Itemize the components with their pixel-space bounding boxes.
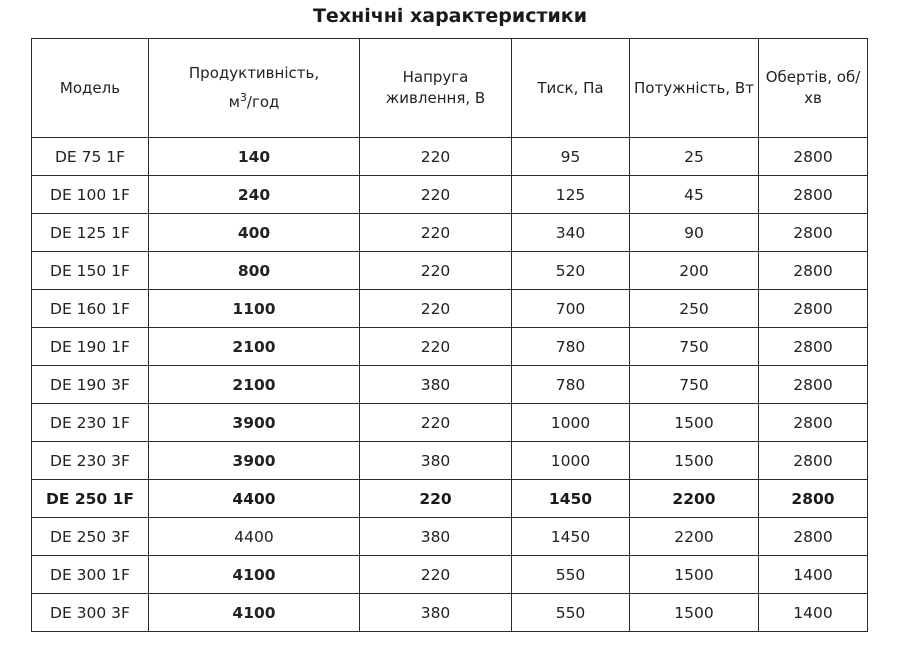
- model-link[interactable]: DE 230 1F: [32, 404, 149, 442]
- rpm-cell: 2800: [759, 214, 868, 252]
- header-model: Модель: [32, 39, 149, 138]
- pressure-cell: 1000: [512, 404, 630, 442]
- power-cell: 200: [630, 252, 759, 290]
- model-link[interactable]: DE 75 1F: [32, 138, 149, 176]
- voltage-cell: 380: [360, 518, 512, 556]
- model-link[interactable]: DE 100 1F: [32, 176, 149, 214]
- table-header-row: [32, 39, 868, 138]
- power-cell: 250: [630, 290, 759, 328]
- capacity-cell: 3900: [149, 442, 360, 480]
- capacity-cell: 3900: [149, 404, 360, 442]
- capacity-cell: 2100: [149, 366, 360, 404]
- rpm-cell: 1400: [759, 556, 868, 594]
- table-row: [32, 214, 868, 252]
- rpm-cell: 2800: [759, 480, 868, 518]
- header-power: Потужність, Вт: [630, 39, 759, 138]
- voltage-cell: 380: [360, 442, 512, 480]
- model-link[interactable]: DE 125 1F: [32, 214, 149, 252]
- capacity-cell: 140: [149, 138, 360, 176]
- pressure-cell: 700: [512, 290, 630, 328]
- table-row: [32, 556, 868, 594]
- page-title: Технічні характеристики: [312, 5, 588, 27]
- rpm-cell: 2800: [759, 328, 868, 366]
- header-pressure: Тиск, Па: [512, 39, 630, 138]
- capacity-cell: 400: [149, 214, 360, 252]
- power-cell: 25: [630, 138, 759, 176]
- power-cell: 1500: [630, 594, 759, 632]
- voltage-cell: 220: [360, 176, 512, 214]
- header-capacity: [149, 39, 360, 138]
- model-link[interactable]: DE 250 3F: [32, 518, 149, 556]
- table-row-highlighted: [32, 480, 868, 518]
- capacity-cell: 1100: [149, 290, 360, 328]
- table-row: [32, 442, 868, 480]
- voltage-cell: 220: [360, 138, 512, 176]
- voltage-cell: 220: [360, 214, 512, 252]
- model-link[interactable]: DE 160 1F: [32, 290, 149, 328]
- voltage-cell: 380: [360, 594, 512, 632]
- pressure-cell: 550: [512, 594, 630, 632]
- rpm-cell: 2800: [759, 290, 868, 328]
- rpm-cell: 2800: [759, 138, 868, 176]
- header-voltage: Напруга живлення, В: [360, 39, 512, 138]
- voltage-cell: 220: [360, 252, 512, 290]
- capacity-cell: 240: [149, 176, 360, 214]
- model-link[interactable]: DE 190 3F: [32, 366, 149, 404]
- power-cell: 1500: [630, 442, 759, 480]
- pressure-cell: 520: [512, 252, 630, 290]
- table-row: [32, 290, 868, 328]
- voltage-cell: 380: [360, 366, 512, 404]
- power-cell: 45: [630, 176, 759, 214]
- table-row: [32, 328, 868, 366]
- voltage-cell: 220: [360, 556, 512, 594]
- rpm-cell: 2800: [759, 366, 868, 404]
- capacity-cell: 4100: [149, 594, 360, 632]
- capacity-cell: 4400: [149, 518, 360, 556]
- pressure-cell: 1450: [512, 480, 630, 518]
- power-cell: 2200: [630, 480, 759, 518]
- table-row: [32, 404, 868, 442]
- rpm-cell: 2800: [759, 518, 868, 556]
- pressure-cell: 780: [512, 366, 630, 404]
- model-link[interactable]: DE 190 1F: [32, 328, 149, 366]
- capacity-cell: 4400: [149, 480, 360, 518]
- rpm-cell: 2800: [759, 252, 868, 290]
- pressure-cell: 95: [512, 138, 630, 176]
- model-link[interactable]: DE 150 1F: [32, 252, 149, 290]
- header-capacity-unit-pre: м: [228, 93, 240, 111]
- table-row: [32, 366, 868, 404]
- header-capacity-unit-post: /год: [246, 93, 280, 111]
- table-row: [32, 252, 868, 290]
- pressure-cell: 780: [512, 328, 630, 366]
- model-link[interactable]: DE 300 3F: [32, 594, 149, 632]
- capacity-cell: 4100: [149, 556, 360, 594]
- power-cell: 1500: [630, 404, 759, 442]
- pressure-cell: 1450: [512, 518, 630, 556]
- header-capacity-label: Продуктивність,: [188, 64, 320, 82]
- voltage-cell: 220: [360, 290, 512, 328]
- voltage-cell: 220: [360, 404, 512, 442]
- power-cell: 1500: [630, 556, 759, 594]
- pressure-cell: 1000: [512, 442, 630, 480]
- rpm-cell: 2800: [759, 442, 868, 480]
- model-link[interactable]: DE 300 1F: [32, 556, 149, 594]
- table-row: [32, 518, 868, 556]
- header-capacity-unit-sup: 3: [239, 91, 247, 104]
- voltage-cell: 220: [360, 328, 512, 366]
- table-row: [32, 594, 868, 632]
- pressure-cell: 125: [512, 176, 630, 214]
- voltage-cell: 220: [360, 480, 512, 518]
- model-link[interactable]: DE 250 1F: [32, 480, 149, 518]
- table-row: [32, 176, 868, 214]
- model-link[interactable]: DE 230 3F: [32, 442, 149, 480]
- power-cell: 750: [630, 328, 759, 366]
- pressure-cell: 340: [512, 214, 630, 252]
- spec-table: [31, 38, 868, 632]
- header-rpm: Обертів, об/хв: [759, 39, 868, 138]
- header-capacity-unit: [229, 93, 280, 111]
- rpm-cell: 2800: [759, 404, 868, 442]
- pressure-cell: 550: [512, 556, 630, 594]
- rpm-cell: 1400: [759, 594, 868, 632]
- power-cell: 90: [630, 214, 759, 252]
- power-cell: 2200: [630, 518, 759, 556]
- power-cell: 750: [630, 366, 759, 404]
- table-row: [32, 138, 868, 176]
- capacity-cell: 800: [149, 252, 360, 290]
- rpm-cell: 2800: [759, 176, 868, 214]
- capacity-cell: 2100: [149, 328, 360, 366]
